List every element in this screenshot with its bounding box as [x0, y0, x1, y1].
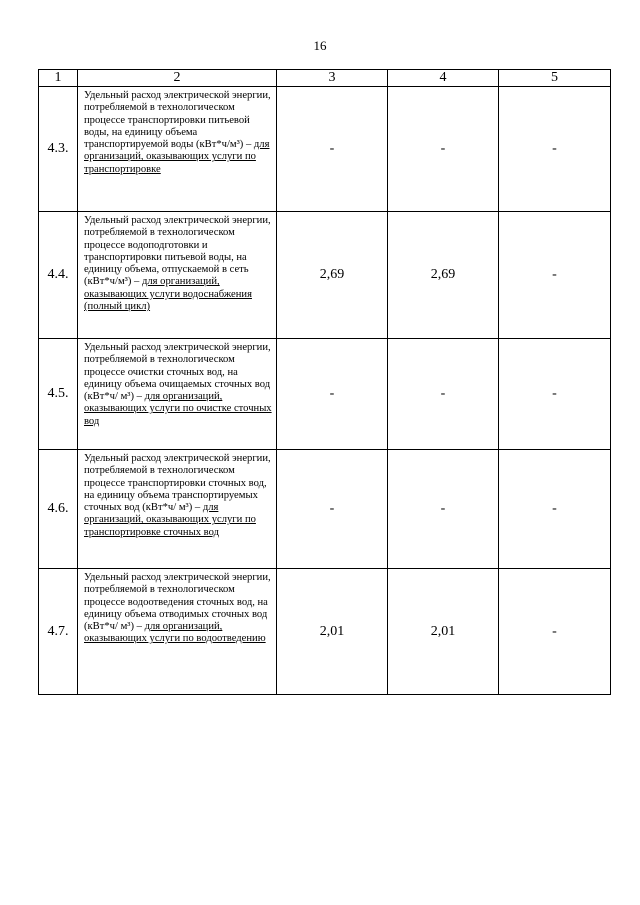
value-col3: - [277, 87, 388, 212]
table-row [39, 212, 611, 339]
value-col5: - [499, 569, 611, 695]
table-row [39, 450, 611, 569]
description-scope: для организаций, оказывающих услуги по очистке сточных вод [84, 391, 272, 427]
value-col5: - [499, 87, 611, 212]
row-description [78, 339, 277, 450]
value-col5: - [499, 212, 611, 339]
column-header: 4 [388, 70, 499, 87]
value-col5: - [499, 339, 611, 450]
description-scope: для организаций, оказывающих услуги по транспортировке сточных вод [84, 502, 256, 538]
table-header-row [39, 70, 611, 87]
column-header: 3 [277, 70, 388, 87]
row-number: 4.7. [39, 569, 78, 695]
value-col3: - [277, 450, 388, 569]
row-number: 4.6. [39, 450, 78, 569]
energy-consumption-table [38, 69, 611, 695]
value-col3: 2,01 [277, 569, 388, 695]
description-text: Удельный расход электрической энергии, потребляемой в технологическом процессе очистки сточных вод, на единицу объема очищаемых сточных вод (кВт*ч/ м³) – [84, 342, 271, 403]
value-col4: - [388, 339, 499, 450]
description-scope: для организаций, оказывающих услуги по транспортировке [84, 139, 270, 175]
column-header: 1 [39, 70, 78, 87]
column-header: 5 [499, 70, 611, 87]
value-col4: - [388, 87, 499, 212]
table-row [39, 569, 611, 695]
column-header: 2 [78, 70, 277, 87]
description-scope: для организаций, оказывающих услуги по водоотведению [84, 621, 266, 645]
table-row [39, 87, 611, 212]
description-scope: для организаций, оказывающих услуги водоснабжения (полный цикл) [84, 276, 252, 313]
description-text: Удельный расход электрической энергии, потребляемой в технологическом процессе транспортировки сточных вод, на единицу объема транспортируемых сточных вод (кВт*ч/ м³) – [84, 453, 271, 514]
row-description [78, 87, 277, 212]
page-number: 16 [313, 38, 327, 53]
value-col5: - [499, 450, 611, 569]
description-text: Удельный расход электрической энергии, потребляемой в технологическом процессе водоотведения сточных вод, на единицу объема отводимых сточных вод (кВт*ч/ м³) – [84, 572, 271, 633]
value-col4: 2,69 [388, 212, 499, 339]
row-description [78, 450, 277, 569]
description-text: Удельный расход электрической энергии, потребляемой в технологическом процессе транспортировки питьевой воды, на единицу объема транспортируемой воды (кВт*ч/м³) – [84, 90, 271, 151]
row-number: 4.4. [39, 212, 78, 339]
value-col3: - [277, 339, 388, 450]
row-description [78, 569, 277, 695]
row-number: 4.3. [39, 87, 78, 212]
row-number: 4.5. [39, 339, 78, 450]
row-description [78, 212, 277, 339]
value-col3: 2,69 [277, 212, 388, 339]
value-col4: 2,01 [388, 569, 499, 695]
description-text: Удельный расход электрической энергии, потребляемой в технологическом процессе водоподготовки и транспортировки питьевой воды, на единицу объема, отпускаемой в сеть (кВт*ч/м³) – [84, 215, 271, 288]
table-row [39, 339, 611, 450]
value-col4: - [388, 450, 499, 569]
